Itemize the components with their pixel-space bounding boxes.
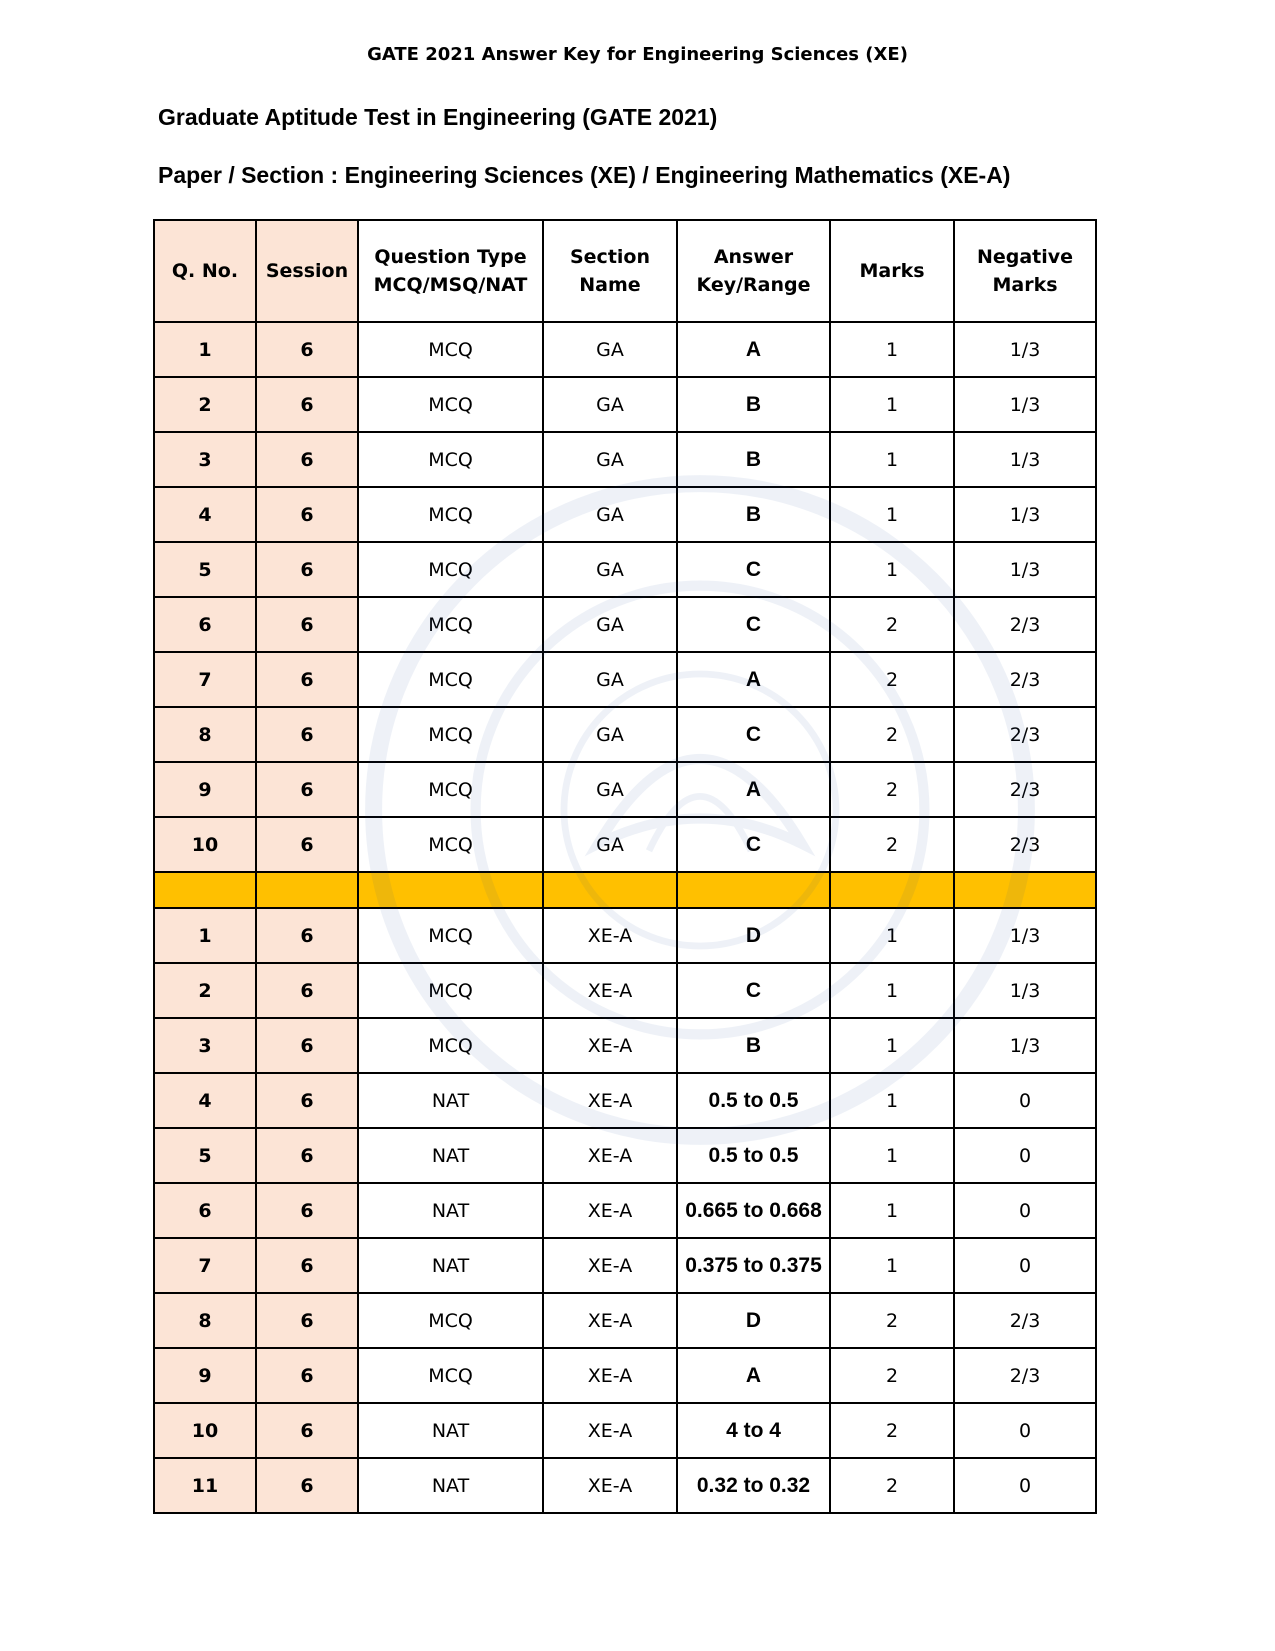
cell-negative-marks: 1/3 [954,963,1096,1018]
cell-qno: 1 [154,908,256,963]
cell-section-name: GA [543,432,677,487]
cell-qno: 7 [154,1238,256,1293]
ga-section-rows [154,322,1096,872]
cell-marks: 1 [830,1238,954,1293]
cell-session: 6 [256,1238,358,1293]
cell-answer-key: A [677,652,830,707]
table-row [154,597,1096,652]
xea-section-rows [154,908,1096,1513]
cell-question-type: NAT [358,1238,543,1293]
header-section-name-line2: Name [579,274,641,296]
cell-session: 6 [256,1018,358,1073]
cell-negative-marks: 0 [954,1458,1096,1513]
header-section-name [543,220,677,322]
cell-question-type: MCQ [358,597,543,652]
answer-key-table [153,219,1097,1514]
cell-section-name: XE-A [543,1238,677,1293]
cell-answer-key: B [677,1018,830,1073]
cell-question-type: NAT [358,1458,543,1513]
cell-question-type: MCQ [358,707,543,762]
header-question-type [358,220,543,322]
cell-marks: 1 [830,1018,954,1073]
cell-answer-key: B [677,377,830,432]
cell-qno: 1 [154,322,256,377]
cell-session: 6 [256,1128,358,1183]
cell-question-type: NAT [358,1183,543,1238]
table-row [154,963,1096,1018]
cell-negative-marks: 1/3 [954,322,1096,377]
table-header-row [154,220,1096,322]
cell-negative-marks: 2/3 [954,597,1096,652]
table-row [154,1348,1096,1403]
cell-marks: 1 [830,432,954,487]
table-row [154,817,1096,872]
cell-answer-key: D [677,1293,830,1348]
cell-negative-marks: 0 [954,1128,1096,1183]
cell-qno: 2 [154,377,256,432]
table-row [154,1018,1096,1073]
cell-answer-key: 0.5 to 0.5 [677,1073,830,1128]
cell-marks: 1 [830,908,954,963]
cell-qno: 3 [154,1018,256,1073]
cell-section-name: GA [543,377,677,432]
document-title: Graduate Aptitude Test in Engineering (GATE 2021) [158,104,718,130]
cell-answer-key: 0.375 to 0.375 [677,1238,830,1293]
table-row [154,487,1096,542]
cell-negative-marks: 1/3 [954,542,1096,597]
header-answer-key-line2: Key/Range [696,274,811,296]
cell-negative-marks: 0 [954,1238,1096,1293]
cell-qno: 2 [154,963,256,1018]
cell-qno: 10 [154,1403,256,1458]
cell-question-type: MCQ [358,542,543,597]
cell-negative-marks: 1/3 [954,487,1096,542]
table-row [154,1293,1096,1348]
table-row [154,1183,1096,1238]
cell-answer-key: 0.665 to 0.668 [677,1183,830,1238]
header-negative-marks-line2: Marks [992,274,1058,296]
cell-answer-key: 0.32 to 0.32 [677,1458,830,1513]
cell-qno: 7 [154,652,256,707]
cell-session: 6 [256,1073,358,1128]
cell-qno: 9 [154,762,256,817]
cell-answer-key: 4 to 4 [677,1403,830,1458]
paper-section-subtitle: Paper / Section : Engineering Sciences (XE) / Engineering Mathematics (XE-A) [158,162,1011,188]
cell-marks: 2 [830,817,954,872]
cell-session: 6 [256,322,358,377]
cell-marks: 2 [830,1348,954,1403]
cell-answer-key: A [677,1348,830,1403]
cell-qno: 5 [154,542,256,597]
cell-section-name: GA [543,817,677,872]
cell-question-type: MCQ [358,908,543,963]
cell-negative-marks: 1/3 [954,1018,1096,1073]
cell-qno: 10 [154,817,256,872]
cell-qno: 8 [154,707,256,762]
cell-question-type: MCQ [358,322,543,377]
table-row [154,432,1096,487]
cell-question-type: MCQ [358,1293,543,1348]
cell-marks: 1 [830,487,954,542]
cell-negative-marks: 2/3 [954,817,1096,872]
table-row [154,542,1096,597]
cell-marks: 2 [830,707,954,762]
header-answer-key [677,220,830,322]
cell-session: 6 [256,908,358,963]
cell-question-type: MCQ [358,1348,543,1403]
cell-answer-key: C [677,597,830,652]
cell-negative-marks: 1/3 [954,377,1096,432]
cell-section-name: GA [543,597,677,652]
cell-marks: 2 [830,1403,954,1458]
cell-session: 6 [256,1403,358,1458]
cell-answer-key: C [677,542,830,597]
cell-session: 6 [256,963,358,1018]
header-answer-key-line1: Answer [713,245,794,268]
cell-answer-key: C [677,963,830,1018]
cell-negative-marks: 1/3 [954,432,1096,487]
cell-qno: 8 [154,1293,256,1348]
header-section-name-line1: Section [569,245,650,268]
cell-session: 6 [256,377,358,432]
table-row [154,707,1096,762]
table-row [154,322,1096,377]
cell-negative-marks: 2/3 [954,652,1096,707]
cell-qno: 3 [154,432,256,487]
cell-negative-marks: 0 [954,1183,1096,1238]
cell-section-name: GA [543,322,677,377]
cell-qno: 6 [154,1183,256,1238]
table-row [154,652,1096,707]
cell-section-name: XE-A [543,908,677,963]
table-row [154,1073,1096,1128]
cell-session: 6 [256,542,358,597]
section-separator [154,872,1096,908]
cell-marks: 1 [830,963,954,1018]
cell-question-type: MCQ [358,487,543,542]
cell-section-name: XE-A [543,1403,677,1458]
table-row [154,908,1096,963]
cell-question-type: MCQ [358,1018,543,1073]
header-marks: Marks [830,220,954,322]
cell-session: 6 [256,817,358,872]
cell-section-name: GA [543,542,677,597]
cell-session: 6 [256,1348,358,1403]
cell-section-name: XE-A [543,1458,677,1513]
cell-marks: 1 [830,1073,954,1128]
cell-session: 6 [256,1458,358,1513]
cell-negative-marks: 1/3 [954,908,1096,963]
cell-answer-key: B [677,432,830,487]
cell-answer-key: A [677,762,830,817]
cell-question-type: NAT [358,1128,543,1183]
cell-marks: 2 [830,597,954,652]
cell-negative-marks: 2/3 [954,1293,1096,1348]
cell-session: 6 [256,597,358,652]
cell-section-name: XE-A [543,1018,677,1073]
cell-session: 6 [256,432,358,487]
header-question-type-line1: Question Type [374,245,527,268]
cell-session: 6 [256,762,358,817]
table-row [154,1238,1096,1293]
cell-answer-key: C [677,817,830,872]
cell-section-name: XE-A [543,1073,677,1128]
cell-section-name: XE-A [543,963,677,1018]
cell-marks: 1 [830,322,954,377]
cell-question-type: MCQ [358,432,543,487]
cell-marks: 2 [830,1458,954,1513]
cell-marks: 1 [830,377,954,432]
cell-qno: 4 [154,1073,256,1128]
cell-question-type: MCQ [358,377,543,432]
cell-qno: 5 [154,1128,256,1183]
cell-answer-key: 0.5 to 0.5 [677,1128,830,1183]
cell-section-name: XE-A [543,1348,677,1403]
cell-marks: 1 [830,1128,954,1183]
cell-marks: 2 [830,652,954,707]
cell-qno: 11 [154,1458,256,1513]
cell-question-type: MCQ [358,652,543,707]
cell-answer-key: D [677,908,830,963]
cell-question-type: NAT [358,1073,543,1128]
cell-answer-key: A [677,322,830,377]
table-row [154,1128,1096,1183]
cell-section-name: GA [543,652,677,707]
cell-section-name: XE-A [543,1183,677,1238]
table-row [154,377,1096,432]
header-negative-marks-line1: Negative [976,245,1074,268]
cell-section-name: GA [543,487,677,542]
cell-session: 6 [256,652,358,707]
table-row [154,1458,1096,1513]
cell-section-name: XE-A [543,1128,677,1183]
cell-question-type: NAT [358,1403,543,1458]
header-qno: Q. No. [154,220,256,322]
table-row [154,1403,1096,1458]
cell-qno: 9 [154,1348,256,1403]
cell-question-type: MCQ [358,817,543,872]
separator-row [154,872,1096,908]
page-header: GATE 2021 Answer Key for Engineering Sciences (XE) [367,44,908,65]
cell-question-type: MCQ [358,762,543,817]
header-negative-marks [954,220,1096,322]
cell-qno: 4 [154,487,256,542]
cell-negative-marks: 2/3 [954,707,1096,762]
cell-marks: 1 [830,1183,954,1238]
table-row [154,762,1096,817]
cell-session: 6 [256,1183,358,1238]
cell-negative-marks: 0 [954,1403,1096,1458]
cell-question-type: MCQ [358,963,543,1018]
cell-negative-marks: 0 [954,1073,1096,1128]
cell-marks: 2 [830,1293,954,1348]
header-question-type-line2: MCQ/MSQ/NAT [373,274,528,296]
cell-answer-key: C [677,707,830,762]
cell-session: 6 [256,487,358,542]
cell-marks: 2 [830,762,954,817]
cell-qno: 6 [154,597,256,652]
cell-section-name: GA [543,707,677,762]
header-session: Session [256,220,358,322]
cell-marks: 1 [830,542,954,597]
cell-answer-key: B [677,487,830,542]
cell-session: 6 [256,1293,358,1348]
cell-negative-marks: 2/3 [954,1348,1096,1403]
cell-section-name: XE-A [543,1293,677,1348]
cell-negative-marks: 2/3 [954,762,1096,817]
cell-session: 6 [256,707,358,762]
cell-section-name: GA [543,762,677,817]
